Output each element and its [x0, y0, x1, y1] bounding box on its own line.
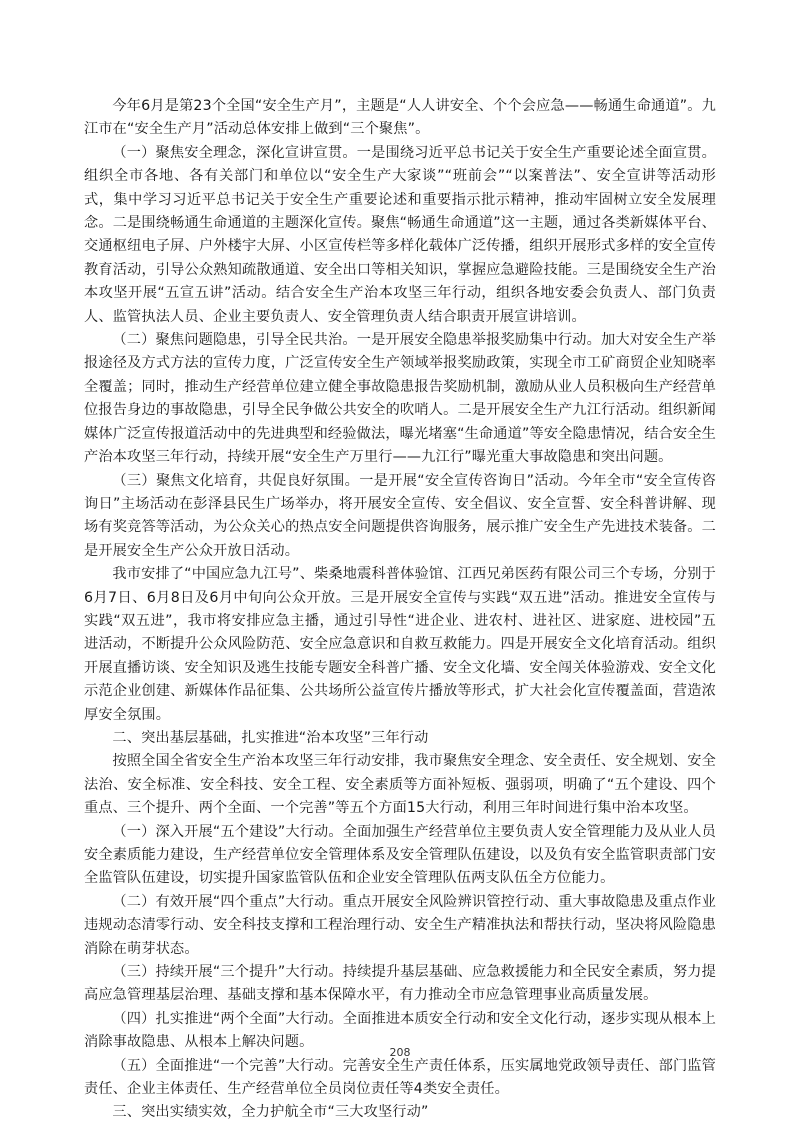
section-heading-3: 三、突出实绩实效，全力护航全市“三大攻坚行动” [112, 1104, 429, 1121]
paragraph-focus-1: （一）聚焦安全理念，深化宣讲宣贯。一是围绕习近平总书记关于安全生产重要论述全面宣贯。组织全市各地、各有关部门和单位以“安全生产大家谈”“班前会”“以案普法”、安全宣讲等活动形式，集中学习习近平总书记关于安全生产重要论述和重要指示批示精神，推动牢固树立安全发展理念。二是围绕畅通生命通道的主题深化宣传。聚焦“畅通生命通道”这一主题，通过各类新媒体平台、交通枢纽电子屏、户外楼宇大屏、小区宣传栏等多样化载体广泛传播，组织开展形式多样的安全宣传教育活动，引导公众熟知疏散通道、安全出口等相关知识，掌握应急避险技能。三是围绕安全生产治本攻坚开展“五宣五讲”活动。结合安全生产治本攻坚三年行动，组织各地安委会负责人、部门负责人、监管执法人员、企业主要负责人、安全管理负责人结合职责开展宣讲培训。 [84, 144, 716, 325]
paragraph-focus-2: （二）聚焦问题隐患，引导全民共治。一是开展安全隐患举报奖励集中行动。加大对安全生产举报途径及方式方法的宣传力度，广泛宣传安全生产领域举报奖励政策，实现全市工矿商贸企业知晓率全覆盖；同时，推动生产经营单位建立健全事故隐患报告奖励机制，激励从业人员积极向生产经营单位报告身边的事故隐患，引导全民争做公共安全的吹哨人。二是开展安全生产九江行活动。组织新闻媒体广泛宣传报道活动中的先进典型和经验做法，曝光堵塞“生命通道”等安全隐患情况，结合安全生产治本攻坚三年行动，持续开展“安全生产万里行——九江行”曝光重大事故隐患和突出问题。 [84, 332, 716, 466]
paragraph-open-day: 我市安排了“中国应急九江号”、柴桑地震科普体验馆、江西兄弟医药有限公司三个专场，分别于6月7日、6月8日及6月中旬向公众开放。三是开展安全宣传与实践“双五进”活动。推进安全宣传与实践“双五进”，我市将安排应急主播，通过引导性“进企业、进农村、进社区、进家庭、进校园”五进活动，不断提升公众风险防范、安全应急意识和自救互救能力。四是开展安全文化培育活动。组织开展直播访谈、安全知识及逃生技能专题安全科普广播、安全文化墙、安全闯关体验游戏、安全文化示范企业创建、新媒体作品征集、公共场所公益宣传片播放等形式，扩大社会化宣传覆盖面，营造浓厚安全氛围。 [84, 566, 716, 723]
paragraph-intro: 今年6月是第23个全国“安全生产月”，主题是“人人讲安全、个个会应急——畅通生命通道”。九江市在“安全生产月”活动总体安排上做到“三个聚焦”。 [84, 98, 716, 138]
paragraph-action-3: （三）持续开展“三个提升”大行动。持续提升基层基础、应急救援能力和全民安全素质，努力提高应急管理基层治理、基础支撑和基本保障水平，有力推动全市应急管理事业高质量发展。 [84, 964, 716, 1004]
paragraph-action-1: （一）深入开展“五个建设”大行动。全面加强生产经营单位主要负责人安全管理能力及从业人员安全素质能力建设，生产经营单位安全管理体系及安全管理队伍建设，以及负有安全监管职责部门安全监管队伍建设，切实提升国家监管队伍和企业安全管理队伍两支队伍全方位能力。 [84, 823, 716, 887]
paragraph-action-2: （二）有效开展“四个重点”大行动。重点开展安全风险辨识管控行动、重大事故隐患及重点作业违规动态清零行动、安全科技支撑和工程治理行动、安全生产精准执法和帮扶行动，坚决将风险隐患消除在萌芽状态。 [84, 893, 716, 957]
body-text [84, 95, 716, 1125]
paragraph-action-5: （五）全面推进“一个完善”大行动。完善安全生产责任体系，压实属地党政领导责任、部门监管责任、企业主体责任、生产经营单位全员岗位责任等4类安全责任。 [84, 1057, 716, 1098]
paragraph-focus-3: （三）聚焦文化培育，共促良好氛围。一是开展“安全宣传咨询日”活动。今年全市“安全宣传咨询日”主场活动在彭泽县民生广场举办，将开展安全宣传、安全倡议、安全宣誓、安全科普讲解、现场有奖竞答等活动，为公众关心的热点安全问题提供咨询服务，展示推广安全生产先进技术装备。二是开展安全生产公众开放日活动。 [84, 472, 716, 559]
page-number: 208 [389, 1046, 411, 1059]
paragraph-action-4: （四）扎实推进“两个全面”大行动。全面推进本质安全行动和安全文化行动，逐步实现从根本上消除事故隐患、从根本上解决问题。 [84, 1010, 716, 1051]
paragraph-section-2-intro: 按照全国全省安全生产治本攻坚三年行动安排，我市聚焦安全理念、安全责任、安全规划、安全法治、安全标准、安全科技、安全工程、安全素质等方面补短板、强弱项，明确了“五个建设、四个重点、三个提升、两个全面、一个完善”等五个方面15大行动，利用三年时间进行集中治本攻坚。 [84, 753, 716, 817]
section-heading-2: 二、突出基层基础，扎实推进“治本攻坚”三年行动 [112, 729, 429, 746]
